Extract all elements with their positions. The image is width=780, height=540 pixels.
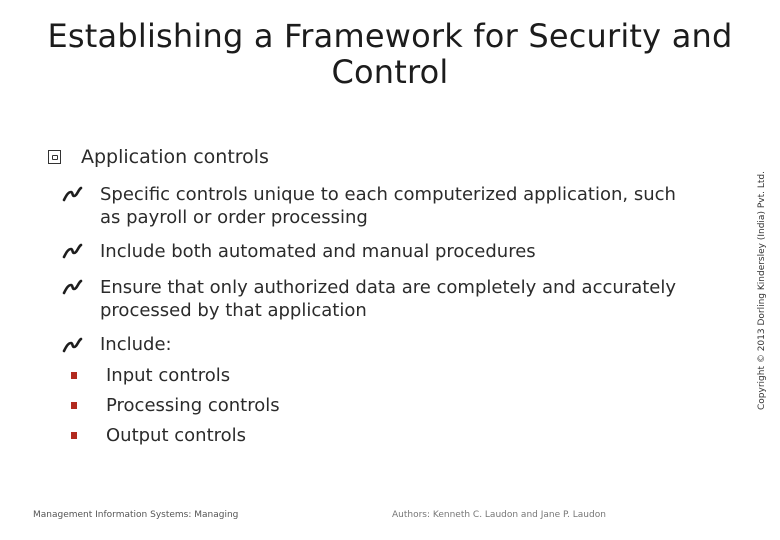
- bullet-line: Include:: [100, 334, 172, 355]
- bullet-line: processed by that application: [100, 300, 367, 321]
- title-line-2: Control: [331, 53, 449, 91]
- footer-left: Management Information Systems: Managing: [33, 510, 239, 520]
- bullet-item: [100, 240, 740, 263]
- copyright-text: Copyright © 2013 Dorling Kindersley (India) Pvt. Ltd.: [757, 171, 767, 410]
- bullet-item: [100, 333, 740, 356]
- curl-icon: [62, 337, 84, 353]
- title-line-1: Establishing a Framework for Security and: [47, 17, 733, 55]
- square-icon: [71, 372, 77, 379]
- bullet-line: Include both automated and manual procedures: [100, 241, 536, 262]
- square-icon: [71, 402, 77, 409]
- bullet-line: Ensure that only authorized data are completely and accurately: [100, 277, 677, 298]
- bullet-line: as payroll or order processing: [100, 207, 368, 228]
- sub-item: Input controls: [106, 365, 231, 386]
- curl-icon: [62, 186, 84, 202]
- bullet-item: [100, 276, 740, 322]
- box-icon: [48, 150, 61, 164]
- sub-item: Output controls: [106, 425, 247, 446]
- curl-icon: [62, 279, 84, 295]
- heading-bullet: [48, 146, 269, 168]
- sub-item: Processing controls: [106, 395, 280, 416]
- heading-text: Application controls: [81, 146, 269, 168]
- bullet-item: [100, 183, 740, 229]
- curl-icon: [62, 243, 84, 259]
- square-icon: [71, 432, 77, 439]
- footer-right: Authors: Kenneth C. Laudon and Jane P. Laudon: [392, 510, 606, 520]
- bullet-line: Specific controls unique to each computerized application, such: [100, 184, 676, 205]
- slide-title: [40, 18, 740, 90]
